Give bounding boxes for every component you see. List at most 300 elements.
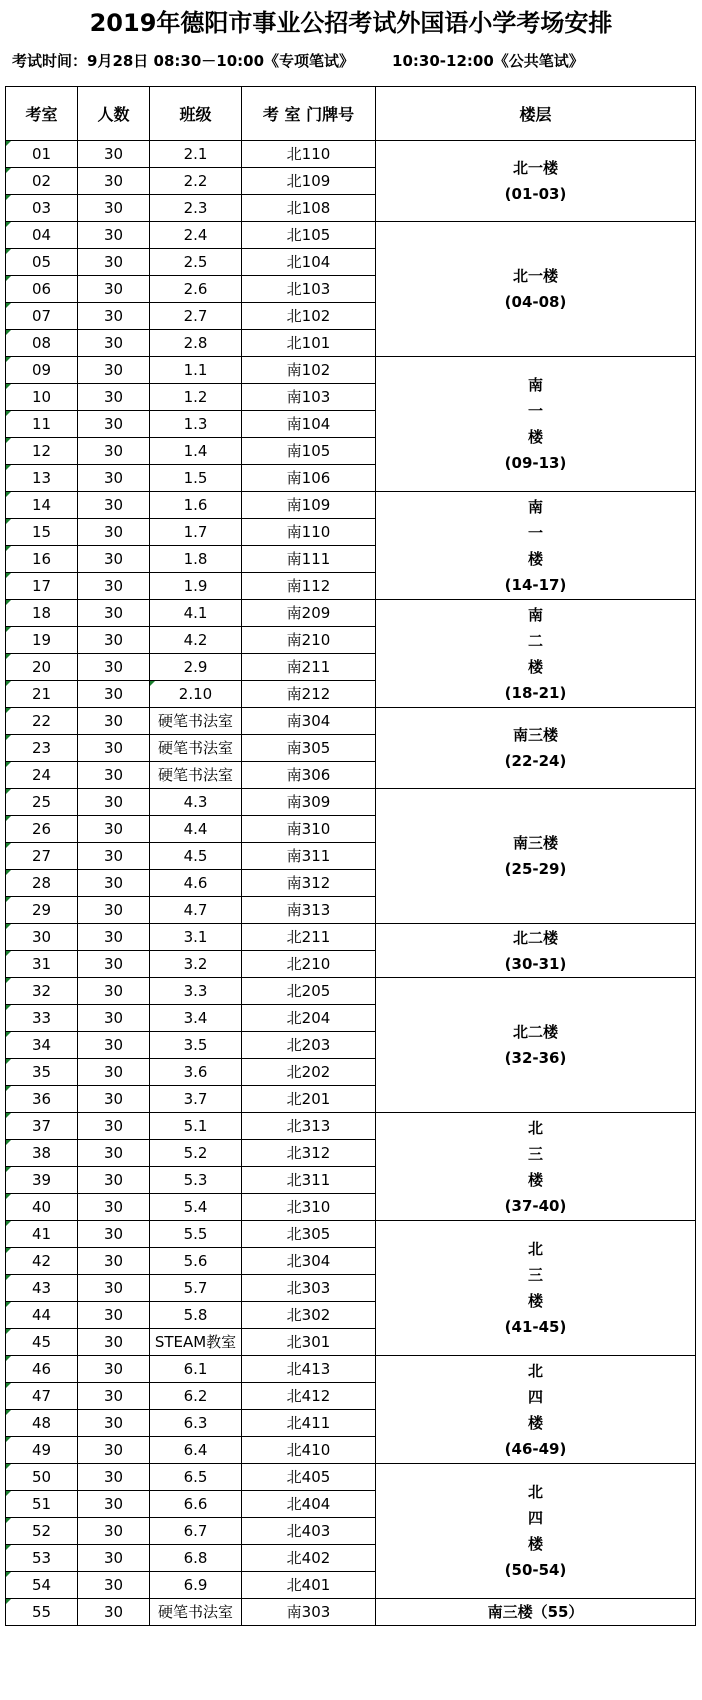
cell-room: 06 [6, 276, 78, 303]
cell-count: 30 [78, 573, 150, 600]
cell-room: 35 [6, 1059, 78, 1086]
page-title: 2019年德阳市事业公招考试外国语小学考场安排 [89, 9, 613, 37]
cell-door: 南309 [242, 789, 376, 816]
cell-class: 4.2 [150, 627, 242, 654]
cell-count: 30 [78, 708, 150, 735]
cell-count: 30 [78, 1491, 150, 1518]
cell-room: 03 [6, 195, 78, 222]
cell-room: 49 [6, 1437, 78, 1464]
floor-cell [376, 1464, 696, 1599]
cell-count: 30 [78, 1572, 150, 1599]
exam-time-label: 考试时间：9月28日 08:30－10:00《专项笔试》 [12, 52, 355, 70]
cell-room: 27 [6, 843, 78, 870]
floor-cell [376, 789, 696, 924]
cell-room: 54 [6, 1572, 78, 1599]
cell-count: 30 [78, 168, 150, 195]
cell-count: 30 [78, 1383, 150, 1410]
cell-door: 北412 [242, 1383, 376, 1410]
cell-door: 北102 [242, 303, 376, 330]
cell-count: 30 [78, 1275, 150, 1302]
cell-count: 30 [78, 681, 150, 708]
cell-count: 30 [78, 438, 150, 465]
floor-label-line: (46-49) [504, 1439, 567, 1458]
floor-cell [376, 141, 696, 222]
cell-door: 北302 [242, 1302, 376, 1329]
cell-class: 5.2 [150, 1140, 242, 1167]
cell-room: 46 [6, 1356, 78, 1383]
cell-count: 30 [78, 276, 150, 303]
floor-label-line: 南 [527, 376, 543, 394]
header-class: 班级 [150, 87, 242, 141]
cell-count: 30 [78, 816, 150, 843]
cell-class: 2.6 [150, 276, 242, 303]
floor-label-line: (37-40) [504, 1196, 567, 1215]
cell-room: 53 [6, 1545, 78, 1572]
second-session: 10:30-12:00《公共笔试》 [392, 52, 584, 70]
cell-class: 6.6 [150, 1491, 242, 1518]
table-row [6, 492, 696, 519]
cell-count: 30 [78, 357, 150, 384]
cell-room: 23 [6, 735, 78, 762]
cell-door: 北313 [242, 1113, 376, 1140]
floor-label-line: 北一楼 [512, 159, 558, 177]
cell-room: 07 [6, 303, 78, 330]
table-row [6, 1113, 696, 1140]
cell-room: 08 [6, 330, 78, 357]
table-row [6, 141, 696, 168]
cell-room: 01 [6, 141, 78, 168]
cell-room: 22 [6, 708, 78, 735]
floor-label-line: 北 [527, 1240, 543, 1258]
cell-class: 1.2 [150, 384, 242, 411]
cell-room: 24 [6, 762, 78, 789]
cell-count: 30 [78, 1464, 150, 1491]
cell-class: 2.9 [150, 654, 242, 681]
cell-door: 北404 [242, 1491, 376, 1518]
cell-room: 18 [6, 600, 78, 627]
cell-door: 南211 [242, 654, 376, 681]
cell-room: 42 [6, 1248, 78, 1275]
cell-class: 6.4 [150, 1437, 242, 1464]
table-row [6, 708, 696, 735]
cell-class: 3.1 [150, 924, 242, 951]
floor-label-line: 一 [527, 402, 543, 420]
cell-count: 30 [78, 1032, 150, 1059]
cell-class: 1.3 [150, 411, 242, 438]
cell-door: 南102 [242, 357, 376, 384]
cell-class: 4.1 [150, 600, 242, 627]
cell-count: 30 [78, 1167, 150, 1194]
floor-cell [376, 1599, 696, 1626]
cell-count: 30 [78, 951, 150, 978]
table-row [6, 1356, 696, 1383]
cell-room: 05 [6, 249, 78, 276]
cell-room: 25 [6, 789, 78, 816]
cell-door: 北413 [242, 1356, 376, 1383]
cell-count: 30 [78, 654, 150, 681]
cell-count: 30 [78, 1437, 150, 1464]
floor-cell [376, 1356, 696, 1464]
cell-class: 4.3 [150, 789, 242, 816]
floor-label-line: 四 [527, 1509, 543, 1527]
floor-label-line: 一 [527, 523, 543, 542]
cell-door: 北312 [242, 1140, 376, 1167]
cell-class: 3.7 [150, 1086, 242, 1113]
cell-door: 北210 [242, 951, 376, 978]
cell-room: 04 [6, 222, 78, 249]
cell-count: 30 [78, 141, 150, 168]
floor-label-line: (41-45) [504, 1318, 567, 1336]
floor-label-line: 北二楼 [512, 1023, 558, 1041]
cell-door: 北109 [242, 168, 376, 195]
cell-class: 1.4 [150, 438, 242, 465]
cell-door: 北402 [242, 1545, 376, 1572]
cell-class: 6.8 [150, 1545, 242, 1572]
cell-door: 北202 [242, 1059, 376, 1086]
cell-count: 30 [78, 330, 150, 357]
cell-class: 1.9 [150, 573, 242, 600]
cell-door: 北204 [242, 1005, 376, 1032]
cell-room: 21 [6, 681, 78, 708]
cell-room: 45 [6, 1329, 78, 1356]
cell-door: 北205 [242, 978, 376, 1005]
cell-class: 1.7 [150, 519, 242, 546]
floor-label-line: 北一楼 [512, 267, 558, 285]
cell-class: 3.4 [150, 1005, 242, 1032]
table-row [6, 222, 696, 249]
cell-class: 2.1 [150, 141, 242, 168]
floor-label-line: (18-21) [504, 683, 567, 702]
cell-count: 30 [78, 600, 150, 627]
cell-count: 30 [78, 1086, 150, 1113]
cell-room: 47 [6, 1383, 78, 1410]
floor-label-line: 南三楼 [512, 726, 558, 744]
cell-room: 26 [6, 816, 78, 843]
cell-room: 30 [6, 924, 78, 951]
cell-class: 6.3 [150, 1410, 242, 1437]
cell-room: 15 [6, 519, 78, 546]
cell-class: 3.2 [150, 951, 242, 978]
cell-class: 2.7 [150, 303, 242, 330]
cell-door: 南104 [242, 411, 376, 438]
cell-class: 2.2 [150, 168, 242, 195]
floor-label-line: (14-17) [504, 575, 567, 594]
floor-label-line: 楼 [527, 657, 543, 676]
cell-room: 48 [6, 1410, 78, 1437]
exam-room-table [5, 86, 696, 1626]
cell-class: 5.5 [150, 1221, 242, 1248]
table-row [6, 924, 696, 951]
cell-count: 30 [78, 465, 150, 492]
cell-room: 19 [6, 627, 78, 654]
cell-door: 北411 [242, 1410, 376, 1437]
floor-cell [376, 600, 696, 708]
cell-room: 02 [6, 168, 78, 195]
cell-room: 41 [6, 1221, 78, 1248]
cell-class: 硬笔书法室 [150, 1599, 242, 1626]
cell-count: 30 [78, 195, 150, 222]
cell-room: 32 [6, 978, 78, 1005]
cell-class: 6.9 [150, 1572, 242, 1599]
cell-count: 30 [78, 384, 150, 411]
cell-count: 30 [78, 897, 150, 924]
cell-door: 北305 [242, 1221, 376, 1248]
cell-door: 南311 [242, 843, 376, 870]
cell-door: 南209 [242, 600, 376, 627]
cell-door: 南313 [242, 897, 376, 924]
floor-label-line: 楼 [527, 549, 543, 568]
cell-room: 51 [6, 1491, 78, 1518]
cell-room: 14 [6, 492, 78, 519]
table-header-row [6, 87, 696, 141]
cell-class: 6.1 [150, 1356, 242, 1383]
cell-count: 30 [78, 411, 150, 438]
cell-class: 2.10 [150, 681, 242, 708]
cell-door: 南111 [242, 546, 376, 573]
floor-label-line: (22-24) [504, 752, 567, 770]
cell-count: 30 [78, 1113, 150, 1140]
cell-class: STEAM教室 [150, 1329, 242, 1356]
cell-room: 40 [6, 1194, 78, 1221]
cell-class: 1.5 [150, 465, 242, 492]
cell-door: 南106 [242, 465, 376, 492]
table-row [6, 978, 696, 1005]
cell-class: 4.6 [150, 870, 242, 897]
cell-room: 13 [6, 465, 78, 492]
cell-door: 南305 [242, 735, 376, 762]
cell-room: 16 [6, 546, 78, 573]
cell-count: 30 [78, 249, 150, 276]
cell-room: 38 [6, 1140, 78, 1167]
cell-door: 南112 [242, 573, 376, 600]
cell-room: 12 [6, 438, 78, 465]
cell-door: 南212 [242, 681, 376, 708]
cell-door: 北410 [242, 1437, 376, 1464]
cell-count: 30 [78, 1302, 150, 1329]
cell-room: 33 [6, 1005, 78, 1032]
cell-door: 南110 [242, 519, 376, 546]
cell-door: 南210 [242, 627, 376, 654]
cell-class: 6.5 [150, 1464, 242, 1491]
floor-label-line: 楼 [527, 1413, 543, 1432]
cell-door: 北101 [242, 330, 376, 357]
cell-room: 43 [6, 1275, 78, 1302]
cell-class: 4.7 [150, 897, 242, 924]
exam-time-line [12, 51, 584, 71]
cell-room: 37 [6, 1113, 78, 1140]
cell-class: 2.5 [150, 249, 242, 276]
cell-count: 30 [78, 222, 150, 249]
table-row [6, 1221, 696, 1248]
cell-count: 30 [78, 1221, 150, 1248]
floor-cell [376, 1221, 696, 1356]
floor-label-line: (09-13) [504, 454, 567, 472]
cell-door: 北310 [242, 1194, 376, 1221]
table-row [6, 600, 696, 627]
cell-count: 30 [78, 492, 150, 519]
cell-class: 3.3 [150, 978, 242, 1005]
floor-label-line: (32-36) [504, 1049, 567, 1067]
cell-class: 硬笔书法室 [150, 762, 242, 789]
table-row [6, 357, 696, 384]
header-room: 考室 [6, 87, 78, 141]
cell-class: 1.1 [150, 357, 242, 384]
cell-class: 2.3 [150, 195, 242, 222]
floor-label-line: (01-03) [504, 185, 567, 203]
floor-label-line: (50-54) [504, 1561, 567, 1579]
cell-room: 50 [6, 1464, 78, 1491]
floor-label-line: (04-08) [504, 293, 567, 311]
cell-room: 09 [6, 357, 78, 384]
cell-door: 南306 [242, 762, 376, 789]
header-door: 考 室 门牌号 [242, 87, 376, 141]
floor-cell [376, 978, 696, 1113]
cell-count: 30 [78, 762, 150, 789]
cell-door: 北105 [242, 222, 376, 249]
cell-door: 北311 [242, 1167, 376, 1194]
cell-door: 北403 [242, 1518, 376, 1545]
cell-count: 30 [78, 519, 150, 546]
cell-count: 30 [78, 627, 150, 654]
cell-count: 30 [78, 924, 150, 951]
cell-door: 南310 [242, 816, 376, 843]
cell-room: 39 [6, 1167, 78, 1194]
cell-door: 北203 [242, 1032, 376, 1059]
cell-room: 17 [6, 573, 78, 600]
cell-door: 北201 [242, 1086, 376, 1113]
floor-label-line: 南 [527, 605, 543, 624]
cell-count: 30 [78, 843, 150, 870]
cell-class: 4.5 [150, 843, 242, 870]
cell-class: 6.7 [150, 1518, 242, 1545]
floor-label-line: 南三楼（55） [487, 1603, 584, 1621]
cell-room: 31 [6, 951, 78, 978]
floor-label-line: 北 [527, 1483, 543, 1501]
cell-class: 硬笔书法室 [150, 708, 242, 735]
cell-class: 3.5 [150, 1032, 242, 1059]
floor-label-line: 北二楼 [512, 928, 558, 947]
cell-door: 北110 [242, 141, 376, 168]
cell-class: 2.4 [150, 222, 242, 249]
floor-label-line: 二 [527, 631, 543, 650]
cell-door: 南312 [242, 870, 376, 897]
cell-room: 36 [6, 1086, 78, 1113]
floor-label-line: 三 [527, 1266, 543, 1284]
cell-count: 30 [78, 546, 150, 573]
cell-room: 52 [6, 1518, 78, 1545]
cell-room: 34 [6, 1032, 78, 1059]
cell-door: 南303 [242, 1599, 376, 1626]
cell-count: 30 [78, 1140, 150, 1167]
cell-room: 28 [6, 870, 78, 897]
floor-cell [376, 708, 696, 789]
cell-room: 55 [6, 1599, 78, 1626]
cell-class: 5.3 [150, 1167, 242, 1194]
cell-room: 11 [6, 411, 78, 438]
cell-room: 29 [6, 897, 78, 924]
cell-door: 北211 [242, 924, 376, 951]
cell-count: 30 [78, 303, 150, 330]
table-row [6, 1464, 696, 1491]
table-row [6, 789, 696, 816]
floor-label-line: 四 [527, 1387, 543, 1406]
header-floor: 楼层 [376, 87, 696, 141]
cell-count: 30 [78, 1329, 150, 1356]
cell-door: 北103 [242, 276, 376, 303]
cell-door: 南105 [242, 438, 376, 465]
cell-class: 5.8 [150, 1302, 242, 1329]
cell-room: 20 [6, 654, 78, 681]
cell-door: 北301 [242, 1329, 376, 1356]
floor-label-line: 南三楼 [512, 834, 558, 852]
floor-cell [376, 492, 696, 600]
cell-door: 北405 [242, 1464, 376, 1491]
cell-count: 30 [78, 1518, 150, 1545]
cell-class: 3.6 [150, 1059, 242, 1086]
cell-class: 硬笔书法室 [150, 735, 242, 762]
cell-room: 10 [6, 384, 78, 411]
floor-label-line: 楼 [527, 1170, 543, 1189]
cell-class: 1.6 [150, 492, 242, 519]
cell-class: 6.2 [150, 1383, 242, 1410]
cell-count: 30 [78, 1599, 150, 1626]
cell-class: 4.4 [150, 816, 242, 843]
cell-door: 北303 [242, 1275, 376, 1302]
cell-count: 30 [78, 735, 150, 762]
cell-class: 5.1 [150, 1113, 242, 1140]
cell-count: 30 [78, 1356, 150, 1383]
floor-label-line: 楼 [527, 1535, 543, 1553]
cell-door: 南109 [242, 492, 376, 519]
header-count: 人数 [78, 87, 150, 141]
cell-count: 30 [78, 1059, 150, 1086]
table-row [6, 1599, 696, 1626]
floor-label-line: (30-31) [504, 954, 567, 973]
cell-door: 北104 [242, 249, 376, 276]
floor-cell [376, 222, 696, 357]
cell-count: 30 [78, 978, 150, 1005]
cell-count: 30 [78, 1410, 150, 1437]
floor-label-line: 楼 [527, 1292, 543, 1310]
cell-door: 南103 [242, 384, 376, 411]
cell-class: 1.8 [150, 546, 242, 573]
cell-door: 北304 [242, 1248, 376, 1275]
floor-cell [376, 357, 696, 492]
floor-label-line: 北 [527, 1118, 543, 1137]
floor-cell [376, 924, 696, 978]
cell-class: 5.4 [150, 1194, 242, 1221]
cell-count: 30 [78, 1248, 150, 1275]
table-body [6, 141, 696, 1626]
cell-class: 5.7 [150, 1275, 242, 1302]
cell-count: 30 [78, 1545, 150, 1572]
cell-count: 30 [78, 789, 150, 816]
cell-door: 南304 [242, 708, 376, 735]
floor-cell [376, 1113, 696, 1221]
floor-label-line: 北 [527, 1361, 543, 1380]
cell-count: 30 [78, 870, 150, 897]
cell-door: 北401 [242, 1572, 376, 1599]
cell-room: 44 [6, 1302, 78, 1329]
cell-count: 30 [78, 1005, 150, 1032]
cell-count: 30 [78, 1194, 150, 1221]
floor-label-line: 南 [527, 497, 543, 516]
cell-class: 5.6 [150, 1248, 242, 1275]
floor-label-line: 楼 [527, 428, 543, 446]
floor-label-line: (25-29) [504, 860, 567, 878]
floor-label-line: 三 [527, 1144, 543, 1163]
cell-door: 北108 [242, 195, 376, 222]
